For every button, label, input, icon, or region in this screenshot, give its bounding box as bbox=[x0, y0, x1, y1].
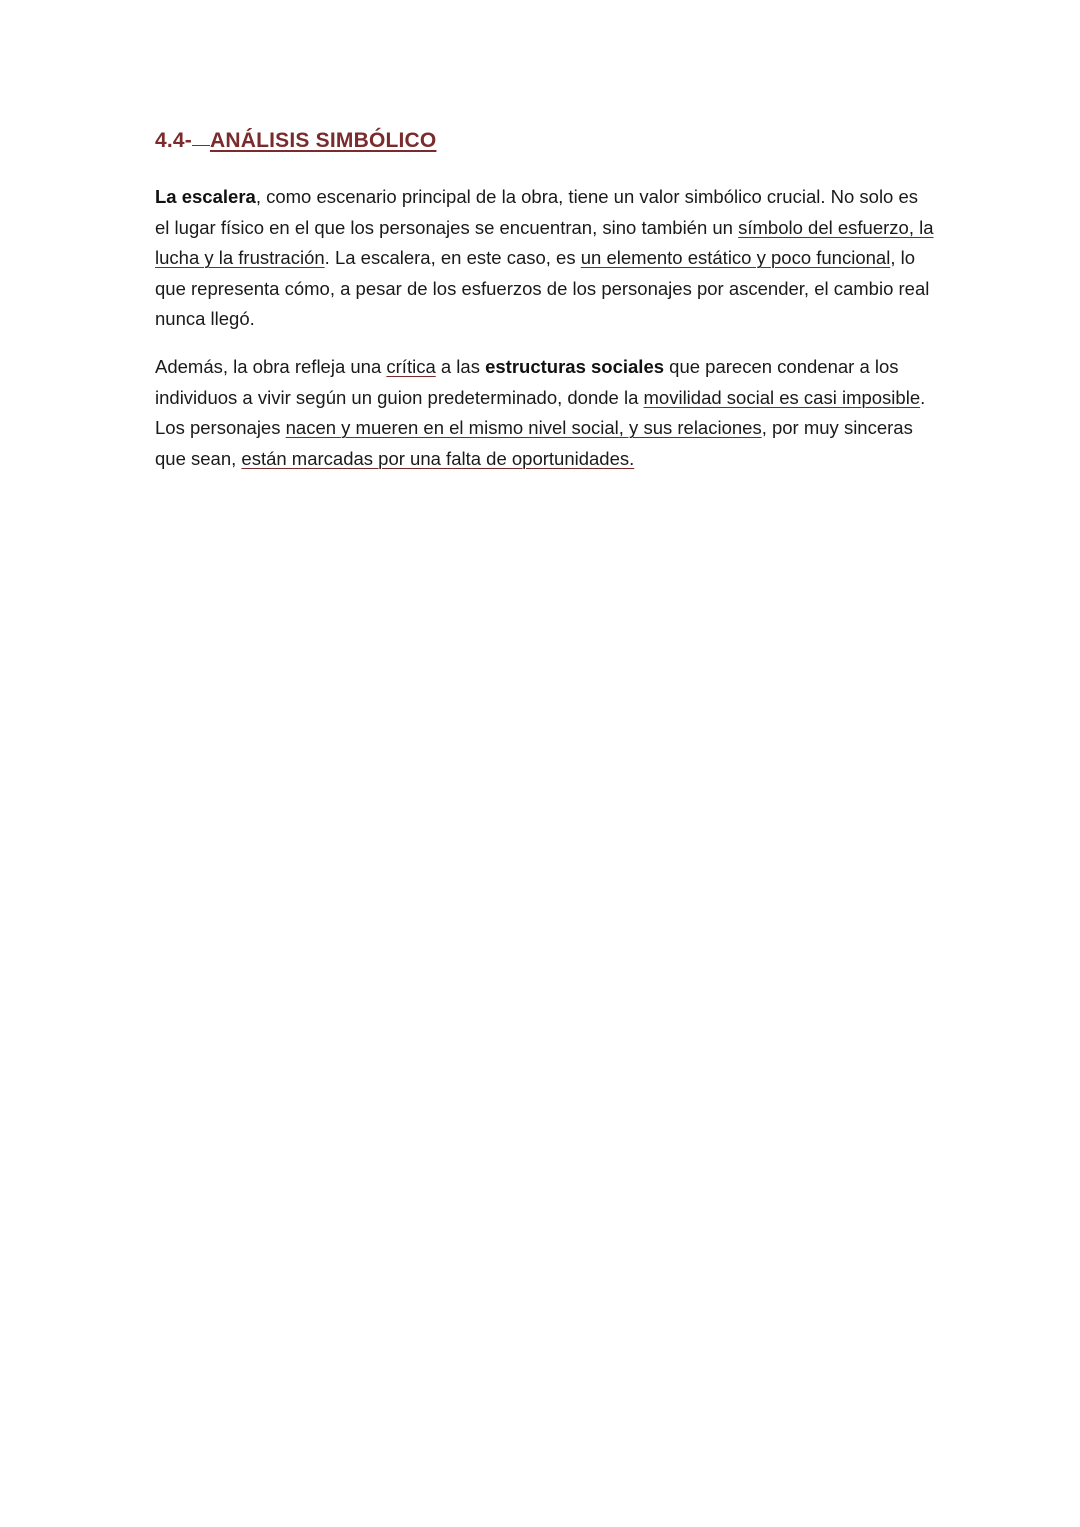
paragraph-critica bbox=[155, 352, 935, 474]
section-number: 4.4- bbox=[155, 129, 192, 152]
text-run: que parecen condenar a los individuos a vivir según un guion predeterminado, donde la bbox=[155, 356, 899, 408]
underlined-phrase-elemento: un elemento estático y poco funcional bbox=[580, 247, 891, 268]
underlined-word-critica: crítica bbox=[386, 356, 436, 377]
underlined-phrase-movilidad: movilidad social es casi imposible bbox=[643, 386, 921, 408]
section-heading bbox=[155, 129, 436, 153]
section-title: ANÁLISIS SIMBÓLICO bbox=[210, 129, 437, 152]
underlined-phrase-oportunidades: están marcadas por una falta de oportunidades. bbox=[241, 447, 635, 469]
text-run: . Los personajes bbox=[155, 386, 926, 438]
text-run: , lo que representa cómo, a pesar de los esfuerzos de los personajes por ascender, el cambio real nunca llegó. bbox=[155, 247, 930, 329]
bold-term-estructuras: estructuras sociales bbox=[485, 356, 665, 377]
paragraph-escalera bbox=[155, 182, 935, 335]
text-run: , por muy sinceras que sean, bbox=[155, 417, 913, 469]
bold-term-escalera: La escalera bbox=[155, 186, 256, 207]
text-run: a las bbox=[435, 356, 486, 377]
text-run: Además, la obra refleja una bbox=[155, 356, 387, 377]
text-run: . La escalera, en este caso, es bbox=[324, 247, 581, 268]
underlined-phrase-simbolo: símbolo del esfuerzo, la lucha y la frustración bbox=[155, 216, 934, 268]
text-run: , como escenario principal de la obra, tiene un valor simbólico crucial. No solo es el lugar físico en el que los personajes se encuentran, sino también un bbox=[155, 186, 919, 238]
heading-gap-underline bbox=[192, 144, 210, 146]
underlined-phrase-nacen: nacen y mueren en el mismo nivel social, y sus relaciones bbox=[285, 417, 762, 438]
